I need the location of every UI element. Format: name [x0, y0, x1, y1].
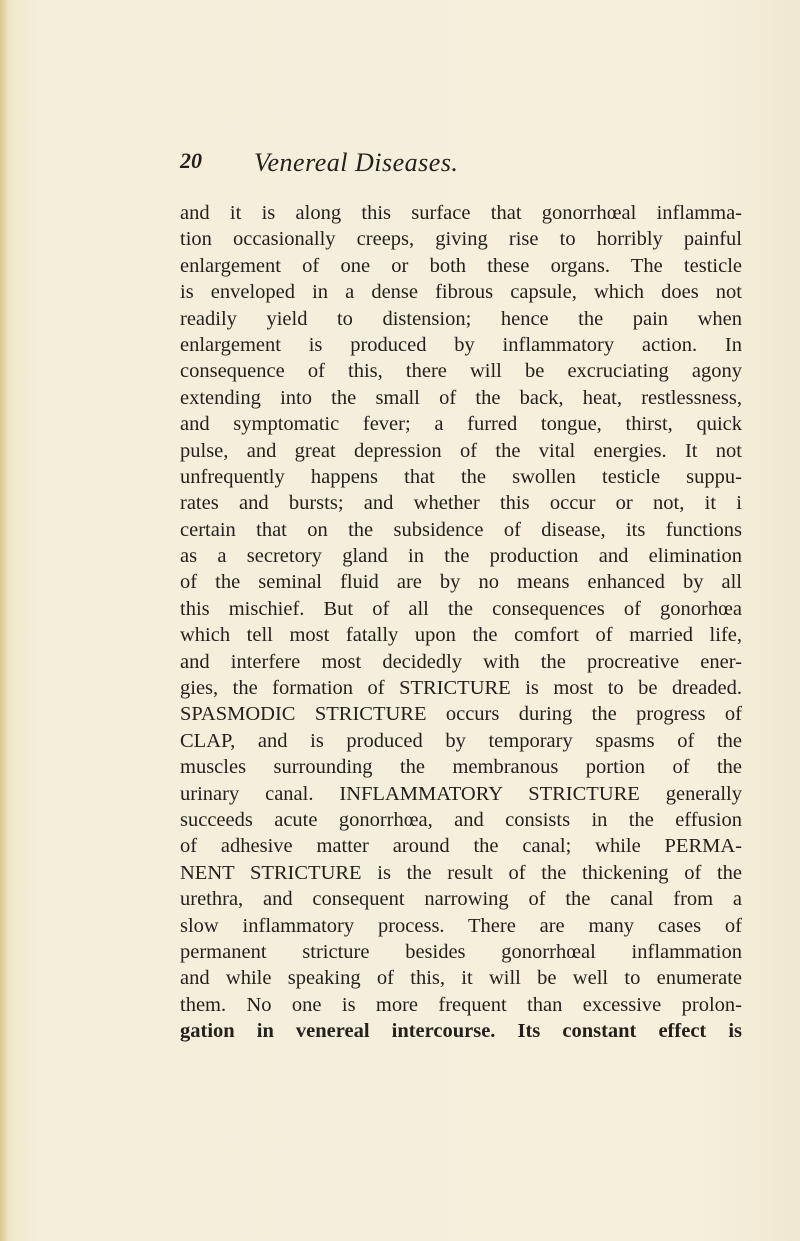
text-line: NENT STRICTURE is the result of the thickening of the — [180, 861, 742, 884]
text-line: enlargement is produced by inflammatory action. In — [180, 333, 742, 356]
text-line: tion occasionally creeps, giving rise to horribly painful — [180, 228, 742, 251]
text-line: which tell most fatally upon the comfort of married life, — [180, 624, 742, 647]
text-line: as a secretory gland in the production and elimination — [180, 545, 742, 568]
text-line: rates and bursts; and whether this occur or not, it i — [180, 492, 742, 515]
text-line: and interfere most decidedly with the procreative ener- — [180, 650, 742, 673]
text-line: urinary canal. INFLAMMATORY STRICTURE generally — [180, 782, 742, 805]
running-title: Venereal Diseases. — [254, 148, 459, 177]
text-line: extending into the small of the back, heat, restlessness, — [180, 386, 742, 409]
text-line: SPASMODIC STRICTURE occurs during the progress of — [180, 703, 742, 726]
text-line: and while speaking of this, it will be well to enumerate — [180, 967, 742, 990]
text-line: and symptomatic fever; a furred tongue, thirst, quick — [180, 413, 742, 436]
text-line: gation in venereal intercourse. Its constant effect is — [180, 1020, 742, 1043]
page-edge-shadow — [0, 0, 8, 1241]
text-line: is enveloped in a dense fibrous capsule, which does not — [180, 281, 742, 304]
text-line: urethra, and consequent narrowing of the canal from a — [180, 888, 742, 911]
text-line: readily yield to distension; hence the pain when — [180, 307, 742, 330]
text-line: of the seminal fluid are by no means enhanced by all — [180, 571, 742, 594]
page-header — [180, 148, 740, 184]
text-line: this mischief. But of all the consequences of gonorhœa — [180, 597, 742, 620]
text-line: succeeds acute gonorrhœa, and consists in the effusion — [180, 808, 742, 831]
text-line: consequence of this, there will be excruciating agony — [180, 360, 742, 383]
text-line: enlargement of one or both these organs. The testicle — [180, 254, 742, 277]
text-line: unfrequently happens that the swollen testicle suppu- — [180, 465, 742, 488]
text-line: gies, the formation of STRICTURE is most to be dreaded. — [180, 677, 742, 700]
text-line: pulse, and great depression of the vital energies. It not — [180, 439, 742, 462]
text-line: CLAP, and is produced by temporary spasms of the — [180, 729, 742, 752]
text-line: muscles surrounding the membranous portion of the — [180, 756, 742, 779]
page-number: 20 — [180, 148, 202, 173]
text-line: and it is along this surface that gonorrhœal inflamma- — [180, 202, 742, 224]
text-line: permanent stricture besides gonorrhœal inflammation — [180, 940, 742, 963]
text-line: certain that on the subsidence of disease, its functions — [180, 518, 742, 541]
text-line: slow inflammatory process. There are many cases of — [180, 914, 742, 937]
text-line: of adhesive matter around the canal; while PERMA- — [180, 835, 742, 858]
text-line: them. No one is more frequent than excessive prolon- — [180, 993, 742, 1016]
body-text — [180, 200, 742, 1045]
